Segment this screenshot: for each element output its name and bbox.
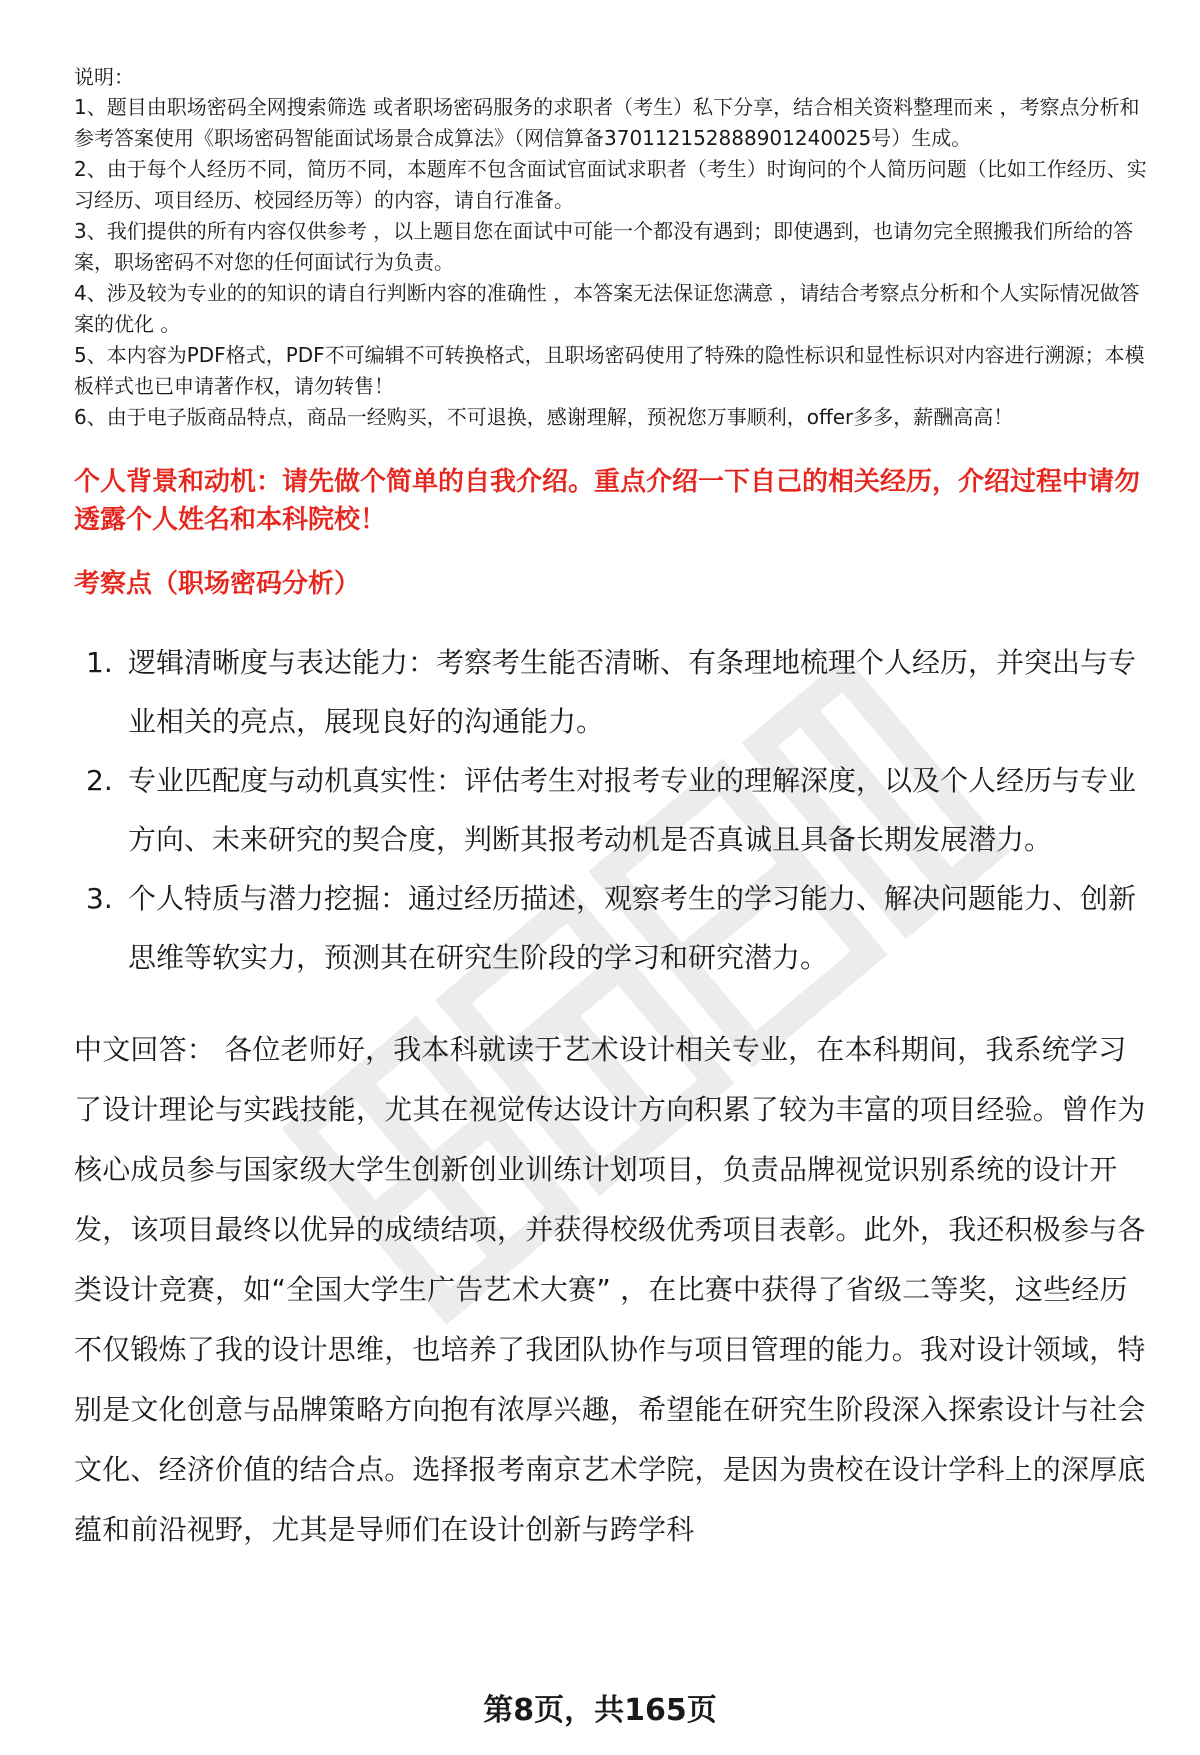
note-item: 6、由于电子版商品特点，商品一经购买，不可退换，感谢理解，预祝您万事顺利，offer多多，薪酬高高！: [74, 405, 1014, 429]
question-text: 个人背景和动机：请先做个简单的自我介绍。重点介绍一下自己的相关经历，介绍过程中请勿透露个人姓名和本科院校！: [74, 467, 1141, 535]
notes-title: 说明：: [74, 65, 134, 89]
answer-paragraph: 中文回答： 各位老师好，我本科就读于艺术设计相关专业，在本科期间，我系统学习了设计理论与实践技能，尤其在视觉传达设计方向积累了较为丰富的项目经验。曾作为核心成员参与国家级大学生创新创业训练计划项目，负责品牌视觉识别系统的设计开发，该项目最终以优异的成绩结项，并获得校级优秀项目表彰。此外，我还积极参与各类设计竞赛，如“全国大学生广告艺术大赛” ，在比赛中获得了省级二等奖，这些经历不仅锻炼了我的设计思维，也培养了我团队协作与项目管理的能力。我对设计领域，特别是文化创意与品牌策略方向抱有浓厚兴趣，希望能在研究生阶段深入探索设计与社会文化、经济价值的结合点。选择报考南京艺术学院，是因为贵校在设计学科上的深厚底蕴和前沿视野，尤其是导师们在设计创新与跨学科: [74, 1033, 1146, 1546]
page-number-footer: 第8页，共165页: [483, 1693, 717, 1728]
analysis-point: [74, 751, 1154, 869]
point-number: 3.: [86, 882, 113, 915]
note-item: 1、题目由职场密码全网搜索筛选 或者职场密码服务的求职者（考生）私下分享，结合相关资料整理而来 ，考察点分析和参考答案使用《职场密码智能面试场景合成算法》（网信算备370112152888901240025号）生成。: [74, 95, 1140, 150]
point-text: 逻辑清晰度与表达能力：考察考生能否清晰、有条理地梳理个人经历，并突出与专业相关的亮点，展现良好的沟通能力。: [128, 646, 1137, 738]
note-item: 2、由于每个人经历不同，简历不同，本题库不包含面试官面试求职者（考生）时询问的个人简历问题（比如工作经历、实习经历、项目经历、校园经历等）的内容，请自行准备。: [74, 157, 1147, 212]
document-content: [74, 62, 1154, 1560]
notes-list: [74, 92, 1154, 433]
point-number: 1.: [86, 646, 113, 679]
note-item: 3、我们提供的所有内容仅供参考 ，以上题目您在面试中可能一个都没有遇到；即使遇到，也请勿完全照搬我们所给的答案，职场密码不对您的任何面试行为负责。: [74, 219, 1134, 274]
point-text: 个人特质与潜力挖掘：通过经历描述，观察考生的学习能力、解决问题能力、创新思维等软实力，预测其在研究生阶段的学习和研究潜力。: [128, 882, 1137, 974]
analysis-point: [74, 633, 1154, 751]
analysis-point: [74, 869, 1154, 987]
analysis-heading: 考察点（职场密码分析）: [74, 569, 361, 599]
note-item: 4、涉及较为专业的的知识的请自行判断内容的准确性 ，本答案无法保证您满意 ，请结合考察点分析和个人实际情况做答案的优化 。: [74, 281, 1140, 336]
note-item: 5、本内容为PDF格式，PDF不可编辑不可转换格式，且职场密码使用了特殊的隐性标识和显性标识对内容进行溯源；本模板样式也已申请著作权，请勿转售！: [74, 343, 1145, 398]
point-text: 专业匹配度与动机真实性：评估考生对报考专业的理解深度，以及个人经历与专业方向、未来研究的契合度，判断其报考动机是否真诚且具备长期发展潜力。: [128, 764, 1137, 856]
point-number: 2.: [86, 764, 113, 797]
analysis-points: [74, 633, 1154, 987]
